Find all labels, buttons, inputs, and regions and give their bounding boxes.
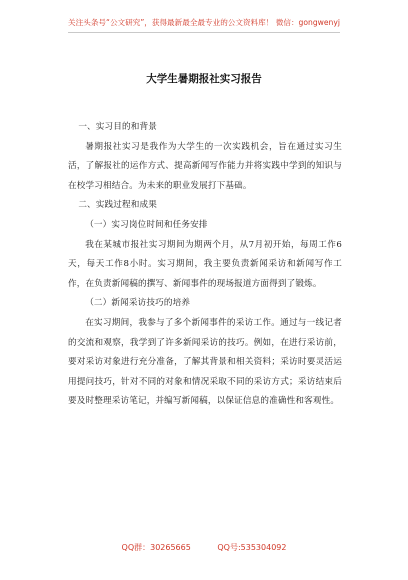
subsection-heading-schedule: （一）实习岗位时间和任务安排 (85, 219, 208, 230)
header-divider (68, 32, 340, 33)
document-title: 大学生暑期报社实习报告 (146, 73, 262, 85)
subsection-heading-interview: （二）新闻采访技巧的培养 (85, 298, 191, 309)
paragraph-schedule: 我在某城市报社实习期间为期两个月，从7月初开始，每周工作6天，每天工作8小时。实习期间，我主要负责新闻采访和新闻写作工作，在负责新闻稿的撰写、新闻事件的现场报道方面得到了锻炼。 (68, 239, 342, 289)
qq-group-text: QQ群：30265665 (121, 543, 191, 552)
paragraph-purpose: 暑期报社实习是我作为大学生的一次实践机会，旨在通过实习生活，了解报社的运作方式、提高新闻写作能力并将实践中学到的知识与在校学习相结合。为未来的职业发展打下基础。 (68, 141, 342, 191)
qq-number-text: QQ号:535304092 (217, 543, 287, 552)
paragraph-interview: 在实习期间，我参与了多个新闻事件的采访工作。通过与一线记者的交流和观察，我学到了许多新闻采访的技巧。例如，在进行采访前，要对采访对象进行充分准备，了解其背景和相关资料；采访时要灵活运用提问技巧，针对不同的对象和情况采取不同的采访方式；采访结束后要及时整理采访笔记，并编写新闻稿，以保证信息的准确性和客观性。 (68, 317, 342, 407)
document-body (68, 118, 342, 412)
section-heading-process: 二、实践过程和成果 (78, 200, 158, 211)
section-heading-purpose: 一、实习目的和背景 (78, 122, 158, 132)
promo-banner: 关注头条号“公文研究”，获得最新最全最专业的公文资料库！ 微信：gongwenyj (68, 18, 340, 27)
footer-contact (0, 542, 408, 553)
